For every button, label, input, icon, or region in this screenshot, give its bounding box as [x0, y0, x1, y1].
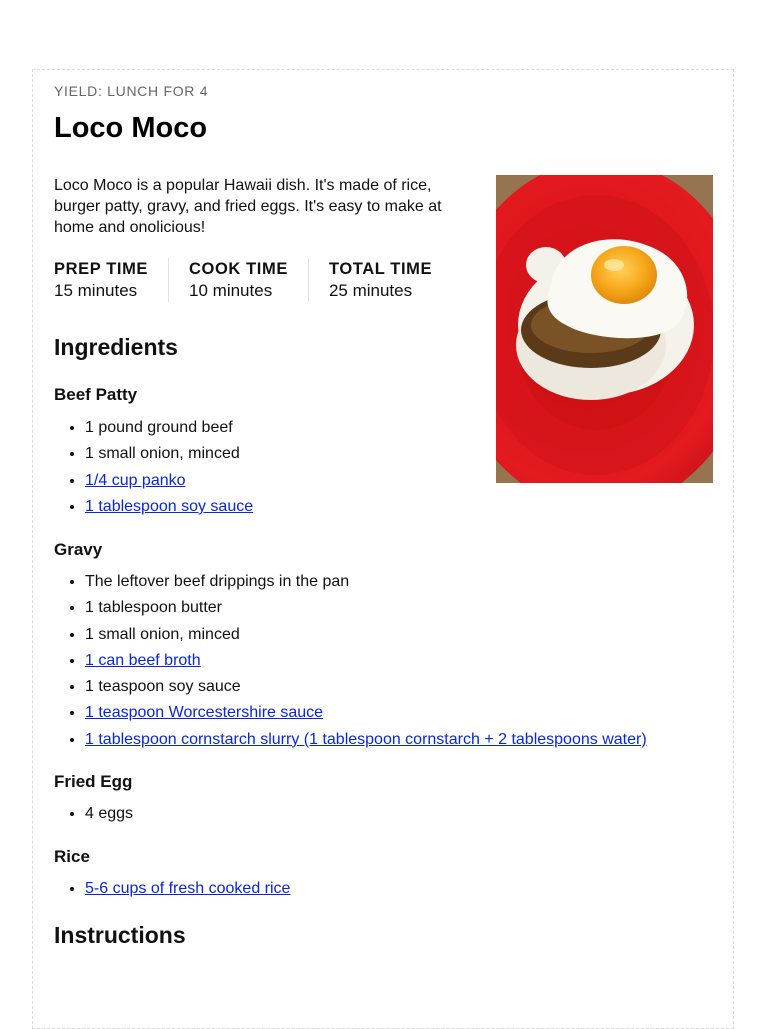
- list-item: • The leftover beef drippings in the pan: [85, 569, 647, 595]
- group-rice: Rice: [54, 847, 90, 866]
- recipe-yield: YIELD: LUNCH FOR 4: [54, 83, 209, 99]
- group-gravy: Gravy: [54, 540, 103, 559]
- beef-patty-list: [54, 415, 253, 520]
- ingredient-link[interactable]: 1 teaspoon Worcestershire sauce: [85, 704, 324, 722]
- list-item: [85, 494, 253, 520]
- list-item: [85, 700, 647, 726]
- ingredient-link[interactable]: 1 tablespoon cornstarch slurry (1 tablespoon cornstarch + 2 tablespoons water): [85, 730, 647, 748]
- list-item: [85, 648, 647, 674]
- group-fried-egg: Fried Egg: [54, 772, 133, 791]
- fried-egg-list: [54, 801, 133, 827]
- gravy-list: [54, 569, 647, 753]
- prep-time: [54, 258, 168, 302]
- instructions-heading: Instructions: [54, 922, 186, 948]
- group-beef-patty: Beef Patty: [54, 385, 138, 404]
- ingredient-link[interactable]: 1/4 cup panko: [85, 471, 186, 489]
- total-time-label: TOTAL TIME: [328, 260, 433, 278]
- cook-time-label: COOK TIME: [189, 260, 288, 278]
- recipe-times: [54, 258, 452, 302]
- list-item: • 1 small onion, minced: [85, 441, 253, 467]
- list-item: • 4 eggs: [85, 801, 133, 827]
- list-item: • 1 tablespoon butter: [85, 595, 647, 621]
- ingredient-link[interactable]: 1 tablespoon soy sauce: [85, 497, 254, 515]
- rice-list: [54, 876, 290, 902]
- list-item: • 1 small onion, minced: [85, 622, 647, 648]
- recipe-title: Loco Moco: [54, 112, 208, 144]
- list-item: • 1 pound ground beef: [85, 415, 253, 441]
- ingredient-link[interactable]: 5-6 cups of fresh cooked rice: [85, 880, 291, 897]
- prep-time-label: PREP TIME: [54, 260, 149, 278]
- prep-time-value: 15 minutes: [54, 281, 138, 300]
- total-time-value: 25 minutes: [328, 281, 413, 300]
- list-item: • 1 teaspoon soy sauce: [85, 674, 647, 700]
- ingredients-heading: Ingredients: [54, 334, 178, 360]
- cook-time-value: 10 minutes: [189, 281, 273, 300]
- total-time: [308, 258, 452, 302]
- list-item: [85, 876, 290, 902]
- cook-time: [168, 258, 308, 302]
- recipe-photo: [496, 175, 713, 483]
- ingredient-link[interactable]: 1 can beef broth: [85, 651, 201, 669]
- list-item: [85, 727, 647, 753]
- recipe-description: Loco Moco is a popular Hawaii dish. It's made of rice, burger patty, gravy, and fried eggs. It's easy to make at home and onolicious!: [54, 177, 442, 236]
- list-item: [85, 468, 253, 494]
